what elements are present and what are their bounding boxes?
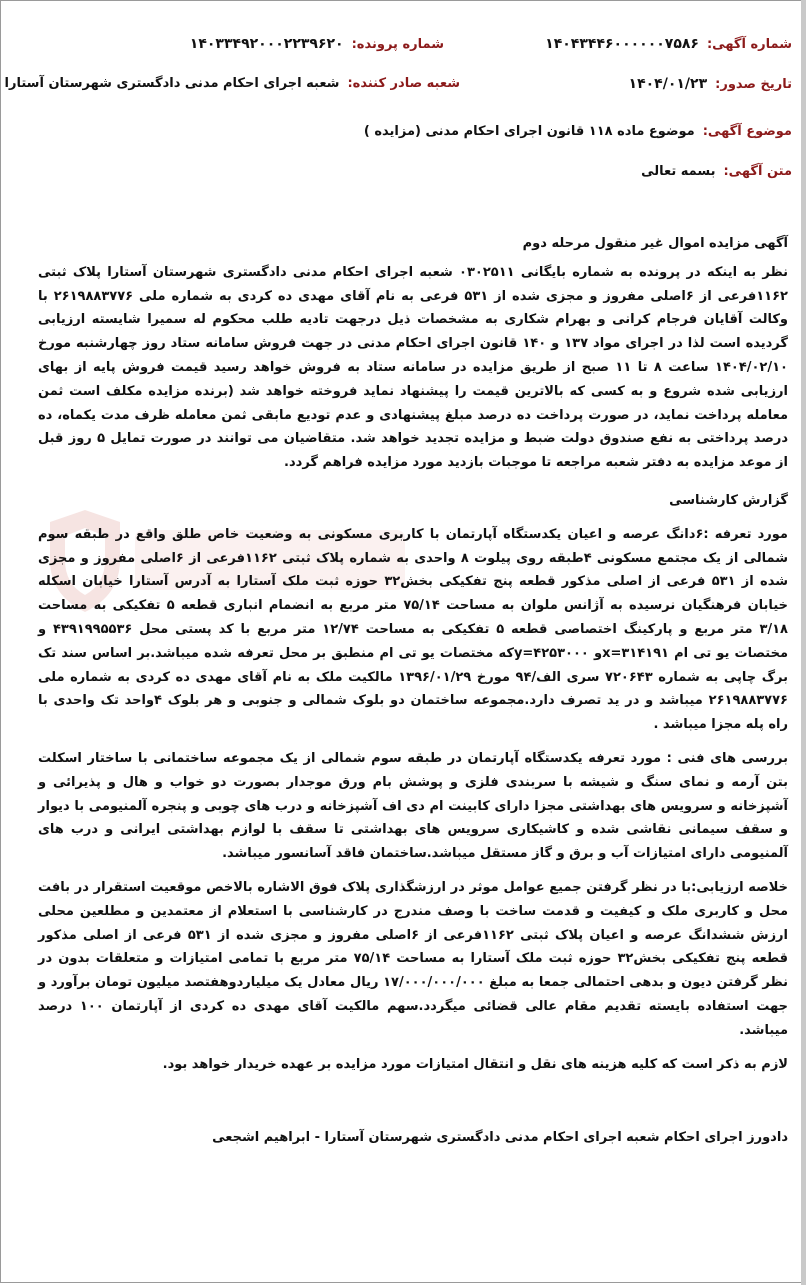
- ad-body: [38, 232, 788, 1076]
- technical-review-paragraph: بررسی های فنی : مورد تعرفه یکدستگاه آپارتمان در طبقه سوم شمالی از یک مجموعه ساختمانی با ساختار اسکلت بتن آرمه و نمای سنگ و شیشه با سربندی فلزی و پوشش بام ورق موجدار بصورت دو خواب و هال و پذیرائی و آشپزخانه و سرویس های بهداشتی مجزا دارای کابینت ام دی اف آشپزخانه و درب های چوبی و پنجره آلمنیومی با دیوار و سقف سیمانی نقاشی شده و کاشیکاری سرویس های بهداشتی تا سقف با لوازم بهداشتی ایرانی و درب های آلمنیومی دارای امتیازات آب و برق و گاز مستقل میباشد.ساختمان فاقد آسانسور میباشد.: [38, 750, 788, 862]
- expert-report-heading: گزارش کارشناسی: [669, 492, 788, 508]
- issue-date: ۱۴۰۴/۰۱/۲۳: [628, 76, 708, 92]
- issuer-row: [5, 76, 460, 91]
- ad-number-label: شماره آگهی:: [706, 37, 792, 52]
- valuation-summary-paragraph: خلاصه ارزیابی:با در نظر گرفتن جمیع عوامل موثر در ارزشگذاری پلاک فوق الاشاره بالاخص موقعیت استقرار در بافت محل و کاربری ملک و کیفیت و قدمت ساخت با وصف مندرج در کارشناسی با استعلام از معتمدین و مطلعین محلی ارزش ششدانگ عرصه و اعیان پلاک ثبتی ۱۱۶۲فرعی از ۶اصلی مفروز و مجزی شده از ۵۳۱ فرعی از اصلی مذکور قطعه پنج تفکیکی بخش۳۲ حوزه ثبت ملک آستارا به مساحت ۷۵/۱۴ متر مربع با تمامی امتیازات و متعلقات بدون در نظر گرفتن دیون و بدهی احتمالی جمعا به مبلغ ۱۷/۰۰۰/۰۰۰/۰۰۰ ریال معادل یک میلیاردوهفتصد میلیون تومان برآورد و جهت استفاده بایسته تقدیم مقام عالی قضائی میگردد.سهم مالکیت آقای مهدی ده کردی از آپارتمان ۱۰۰ درصد میباشد.: [38, 879, 789, 1038]
- case-number-row: [190, 36, 444, 52]
- ad-number: ۱۴۰۴۳۴۴۶۰۰۰۰۰۰۷۵۸۶: [545, 36, 699, 52]
- ad-text-value: بسمه تعالی: [641, 164, 716, 179]
- issuer: شعبه اجرای احکام مدنی دادگستری شهرستان آستارا: [4, 76, 340, 91]
- ad-header: [0, 0, 806, 200]
- buyer-costs-note: لازم به ذکر است که کلیه هزینه های نقل و انتقال امتیازات مورد مزایده بر عهده خریدار خواهد بود.: [162, 1056, 788, 1072]
- case-number: ۱۴۰۳۳۴۹۲۰۰۰۲۲۳۹۶۲۰: [189, 36, 344, 52]
- subject-row: [364, 124, 792, 139]
- subject-label: موضوع آگهی:: [702, 124, 792, 139]
- ad-number-row: [545, 36, 792, 52]
- expert-report-paragraph: مورد تعرفه :۶دانگ عرصه و اعیان یکدستگاه آپارتمان با کاربری مسکونی به وضعیت خاص طلق واقع در طبقه سوم شمالی از یک مجتمع مسکونی ۴طبقه روی پیلوت ۸ واحدی به شماره پلاک ثبتی ۱۱۶۲فرعی از ۶اصلی مفروز و مجزی شده از ۵۳۱ فرعی از اصلی مذکور قطعه پنج تفکیکی بخش۳۲ حوزه ثبت ملک آستارا به آدرس آستارا خیابان اسکله خیابان فرهنگیان نرسیده به آژانس ملوان به مساحت ۷۵/۱۴ متر مربع به انضمام انباری قطعه ۵ تفکیکی به مساحت ۳/۱۸ متر مربع و پارکینگ اختصاصی قطعه ۵ تفکیکی به مساحت ۱۲/۷۴ متر مربع با کد پستی محل ۴۳۹۱۹۹۵۵۳۶ و مختصات یو تی ام x=۳۱۴۱۹۱و y=۴۲۵۳۰۰۰که مختصات یو تی ام منطبق بر محل تعرفه شده میباشد.بر اساس سند تک برگ چاپی به شماره ۷۲۰۶۴۳ سری الف/۹۴ مورخ ۱۳۹۶/۰۱/۲۹ مالکیت ملک به نام آقای مهدی ده کردی به شماره ملی ۲۶۱۹۸۸۳۷۷۶ میباشد و در ید تصرف دارد.مجموعه ساختمان دو بلوک شمالی و جنوبی و هر بلوک ۴واحد تک واحدی با راه پله مجزا میباشد .: [38, 526, 789, 733]
- case-number-label: شماره پرونده:: [351, 37, 444, 52]
- signature-line: دادورز اجرای احکام شعبه اجرای احکام مدنی دادگستری شهرستان آستارا - ابراهیم اشجعی: [212, 1130, 788, 1145]
- ad-intro-paragraph: نظر به اینکه در پرونده به شماره بایگانی ۰۳۰۲۵۱۱ شعبه اجرای احکام مدنی دادگستری شهرستان آستارا پلاک ثبتی ۱۱۶۲فرعی از ۶اصلی مفروز و مجزی شده از ۵۳۱ فرعی به نام آقای مهدی ده کردی به شماره ملی ۲۶۱۹۸۸۳۷۷۶ با وکالت آقایان فرجام کرانی و بهرام شکاری به مشخصات ذیل درجهت تادیه طلب محکوم له سمیرا شایسته ارزیابی گردیده است لذا در اجرای مواد ۱۳۷ و ۱۴۰ قانون اجرای احکام مدنی در جهت فروش سامانه ستاد روز چهارشنبه مورخ ۱۴۰۴/۰۲/۱۰ ساعت ۸ تا ۱۱ صبح از طریق مزایده در سامانه ستاد به فروش خواهد رسید قیمت فروش پایه از بهای ارزیابی شده شروع و به کسی که بالاترین قیمت را پیشنهاد نماید فروخته خواهد شد (برنده مزایده مکلف است ثمن معامله پرداخت نماید، در صورت پرداخت ده درصد مبلغ پیشنهادی و عدم تودیع مابقی ثمن معامله ظرف مدت یکماه، ده درصد پرداختی به نفع صندوق دولت ضبط و مزایده تجدید خواهد شد. متقاضیان می توانند در صورت تمایل ۵ روز قبل از موعد مزایده به دفتر شعبه مراجعه تا موجبات بازدید مورد مزایده فراهم گردد.: [38, 264, 788, 471]
- ad-title: آگهی مزایده اموال غیر منقول مرحله دوم: [522, 236, 788, 251]
- issue-date-label: تاریخ صدور:: [715, 77, 792, 92]
- subject: موضوع ماده ۱۱۸ قانون اجرای احکام مدنی (مزایده ): [363, 124, 695, 139]
- ad-text-row: [641, 164, 792, 179]
- issue-date-row: [629, 76, 792, 92]
- issuer-label: شعبه صادر کننده:: [347, 76, 460, 91]
- ad-text-label: متن آگهی:: [723, 164, 792, 179]
